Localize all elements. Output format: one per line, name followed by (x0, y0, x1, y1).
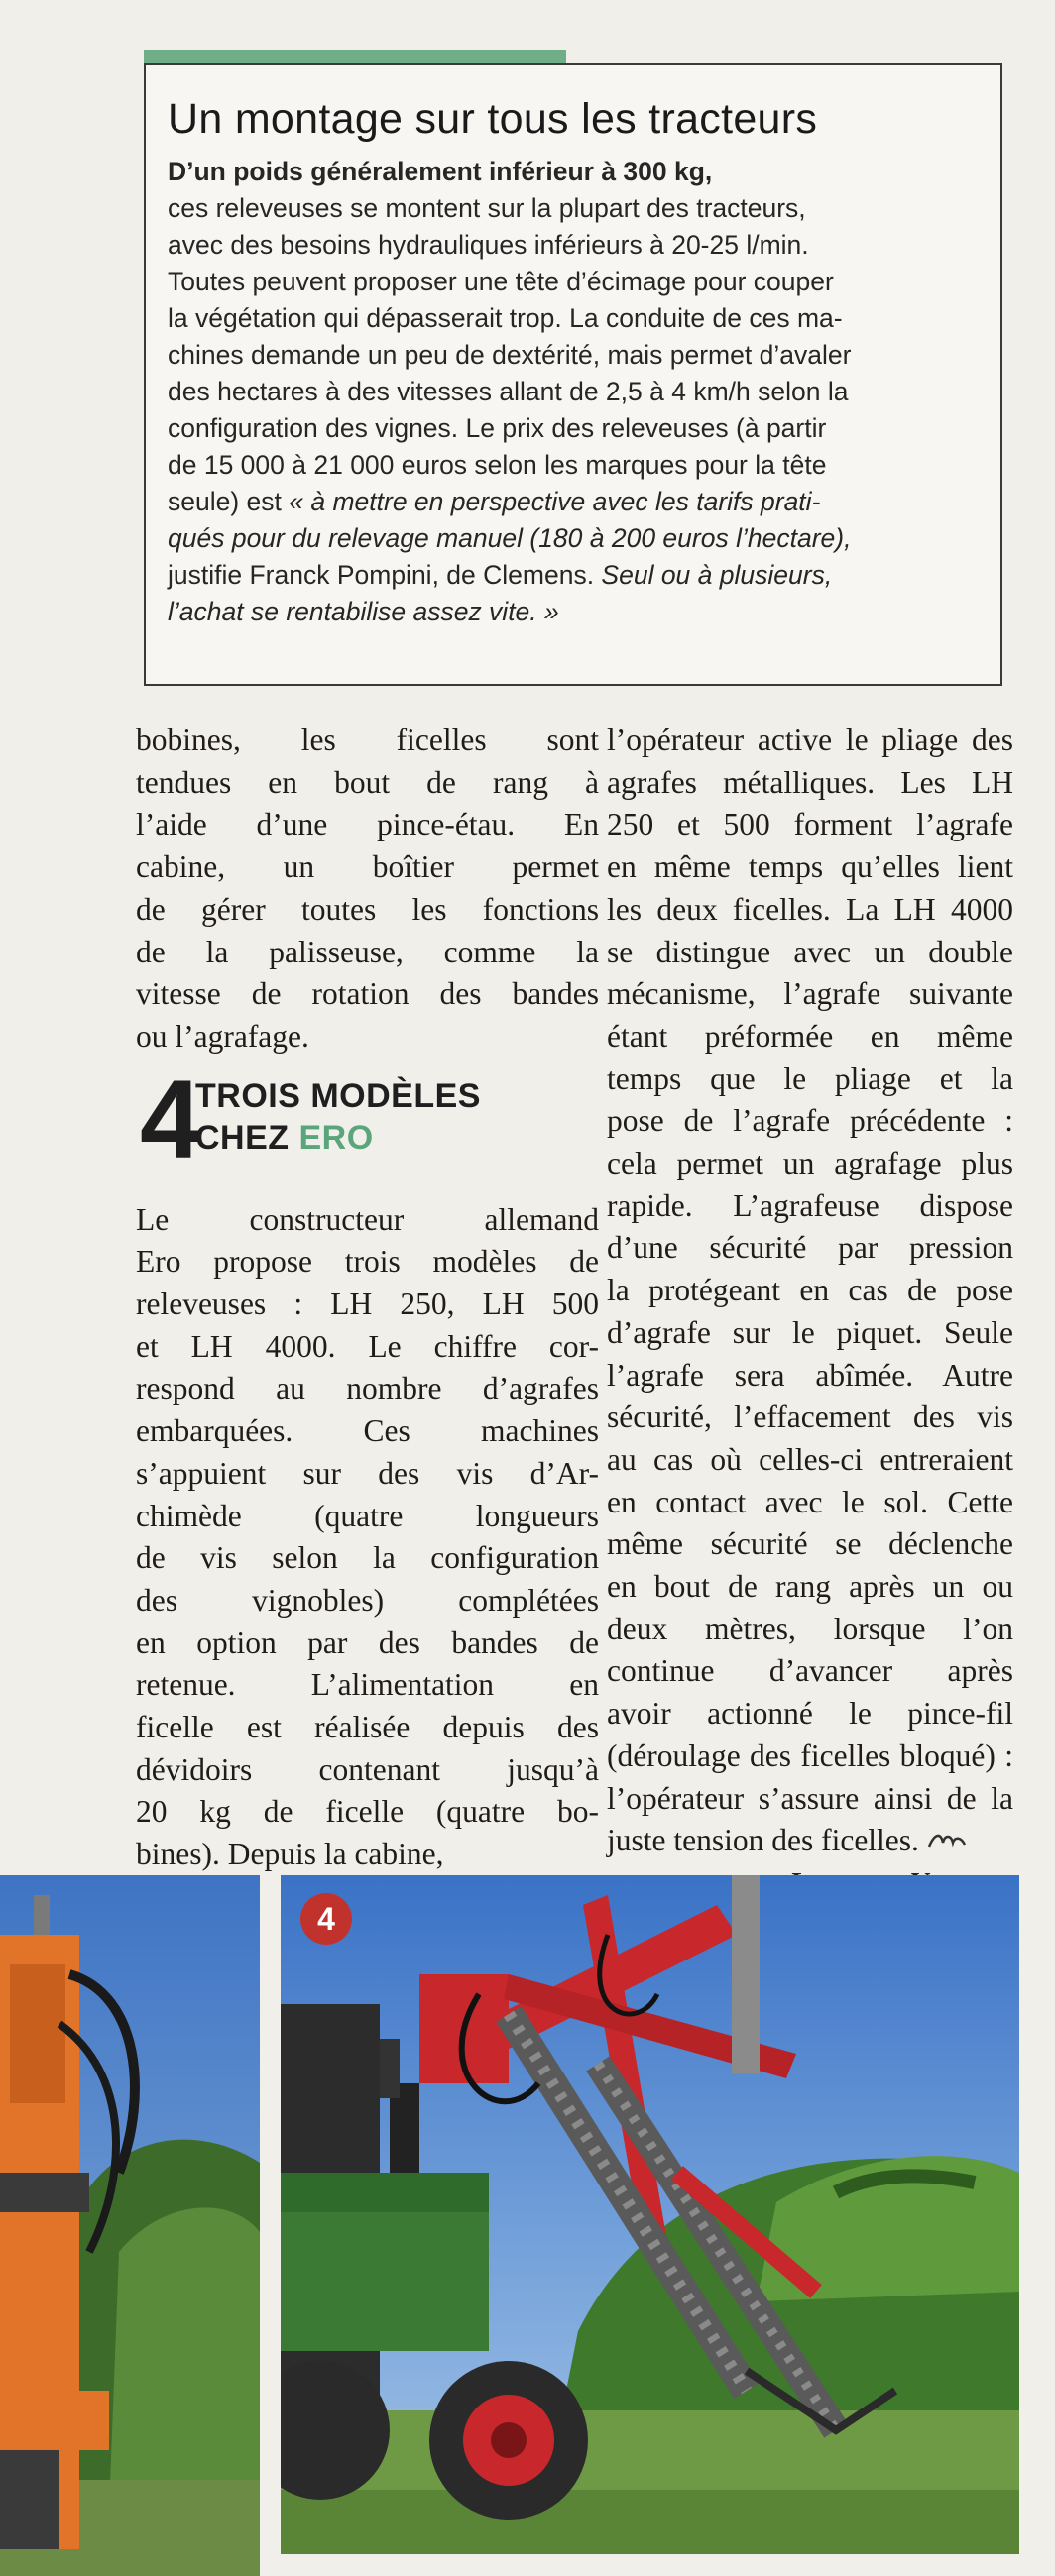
body-line: d’une sécurité par pression (607, 1230, 1013, 1266)
body-line: l’opérateur active le pliage des (607, 723, 1013, 757)
photo-right-illustration (281, 1875, 1019, 2554)
photo-number-badge: 4 (300, 1893, 352, 1945)
body-line: l’opérateur s’assure ainsi de la (607, 1780, 1013, 1816)
body-line: Ero propose trois modèles de (136, 1244, 599, 1280)
body-line: en même temps qu’elles lient (607, 849, 1013, 885)
section-number: 4 (140, 1057, 202, 1181)
body-line: temps que le pliage et la (607, 1061, 1013, 1096)
body-line: ficelle est réalisée depuis des (136, 1710, 599, 1745)
inset-line: la végétation qui dépasserait trop. La conduite de ces ma- (168, 303, 843, 333)
body-line: s’appuient sur des vis d’Ar- (136, 1455, 599, 1491)
body-line: tendues en bout de rang à (136, 764, 599, 800)
inset-line: avec des besoins hydrauliques inférieurs à 20-25 l/min. (168, 230, 809, 260)
body-line: respond au nombre d’agrafes (136, 1371, 599, 1406)
body-line: ou l’agrafage. (136, 1018, 309, 1054)
body-line: 250 et 500 forment l’agrafe (607, 807, 1013, 842)
body-line: d’agrafe sur le piquet. Seule (607, 1314, 1013, 1350)
body-line: se distingue avec un double (607, 934, 1013, 969)
section-title-brand: ERO (298, 1118, 374, 1157)
inset-line: Toutes peuvent proposer une tête d’écimage pour couper (168, 267, 834, 296)
body-line: (déroulage des ficelles bloqué) : (607, 1737, 1013, 1773)
body-line: sécurité, l’effacement des vis (607, 1400, 1013, 1435)
body-line: vitesse de rotation des bandes (136, 976, 599, 1012)
body-line: rapide. L’agrafeuse dispose (607, 1187, 1013, 1223)
body-line: bobines, les ficelles sont (136, 723, 599, 757)
end-mark-icon (927, 1829, 967, 1850)
photo-right (281, 1875, 1019, 2554)
inset-quote: l’achat se rentabilise assez vite. » (168, 597, 559, 626)
body-line: de gérer toutes les fonctions (136, 891, 599, 927)
body-line: deux mètres, lorsque l’on (607, 1611, 1013, 1646)
body-line: en bout de rang après un ou (607, 1569, 1013, 1605)
body-line: cela permet un agrafage plus (607, 1146, 1013, 1181)
body-line: l’agrafe sera abîmée. Autre (607, 1357, 1013, 1393)
right-column (607, 720, 1013, 1904)
body-line: releveuses : LH 250, LH 500 (136, 1287, 599, 1322)
body-line: dévidoirs contenant jusqu’à (136, 1751, 599, 1787)
body-line: mécanisme, l’agrafe suivante (607, 976, 1013, 1012)
inset-line: chines demande un peu de dextérité, mais permet d’avaler (168, 340, 852, 370)
body-line: Le constructeur allemand (136, 1201, 599, 1237)
body-line: la protégeant en cas de pose (607, 1273, 1013, 1308)
inset-box (144, 63, 1002, 686)
section-title-text: CHEZ (195, 1118, 299, 1157)
body-line-last (607, 1820, 1013, 1862)
body-line: en contact avec le sol. Cette (607, 1484, 1013, 1519)
body-text: juste tension des ficelles. (607, 1823, 919, 1858)
section-title-line1: TROIS MODÈLES (195, 1076, 481, 1115)
inset-line (168, 484, 979, 520)
left-column (136, 720, 599, 1876)
inset-quote: « à mettre en perspective avec les tarifs prati- (289, 487, 821, 516)
body-line: pose de l’agrafe précédente : (607, 1103, 1013, 1139)
inset-quote: Seul ou à plusieurs, (601, 560, 833, 590)
inset-line: de 15 000 à 21 000 euros selon les marques pour la tête (168, 450, 827, 480)
body-line: même sécurité se déclenche (607, 1526, 1013, 1562)
inset-text: seule) est (168, 487, 290, 516)
section-title-line2 (195, 1120, 374, 1156)
body-line: bines). Depuis la cabine, (136, 1837, 444, 1872)
body-line: de la palisseuse, comme la (136, 934, 599, 969)
inset-lead: D’un poids généralement inférieur à 300 kg, (168, 157, 713, 186)
inset-quote: qués pour du relevage manuel (180 à 200 euros l’hectare), (168, 523, 852, 553)
body-line: des vignobles) complétées (136, 1582, 599, 1618)
body-line: agrafes métalliques. Les LH (607, 764, 1013, 800)
body-line: retenue. L’alimentation en (136, 1667, 599, 1703)
body-line: les deux ficelles. La LH 4000 (607, 891, 1013, 927)
body-line: avoir actionné le pince-fil (607, 1696, 1013, 1732)
body-line: 20 kg de ficelle (quatre bo- (136, 1794, 599, 1830)
body-line: en option par des bandes de (136, 1624, 599, 1660)
body-line: chimède (quatre longueurs (136, 1498, 599, 1533)
body-line: cabine, un boîtier permet (136, 849, 599, 885)
inset-title: Un montage sur tous les tracteurs (168, 95, 818, 143)
inset-line: des hectares à des vitesses allant de 2,5 à 4 km/h selon la (168, 377, 849, 406)
photo-left (0, 1875, 260, 2576)
inset-text: justifie Franck Pompini, de Clemens. (168, 560, 602, 590)
body-line: de vis selon la configuration (136, 1540, 599, 1576)
body-line: embarquées. Ces machines (136, 1413, 599, 1449)
body-line: l’aide d’une pince-étau. En (136, 807, 599, 842)
inset-line: ces releveuses se montent sur la plupart des tracteurs, (168, 193, 806, 223)
inset-line (168, 557, 979, 594)
body-line: au cas où celles-ci entreraient (607, 1441, 1013, 1477)
body-line: continue d’avancer après (607, 1653, 1013, 1689)
photo-left-illustration (0, 1875, 260, 2576)
body-line: et LH 4000. Le chiffre cor- (136, 1328, 599, 1364)
section-heading (136, 1057, 599, 1181)
inset-line: configuration des vignes. Le prix des releveuses (à partir (168, 413, 827, 443)
body-line: étant préformée en même (607, 1018, 1013, 1054)
